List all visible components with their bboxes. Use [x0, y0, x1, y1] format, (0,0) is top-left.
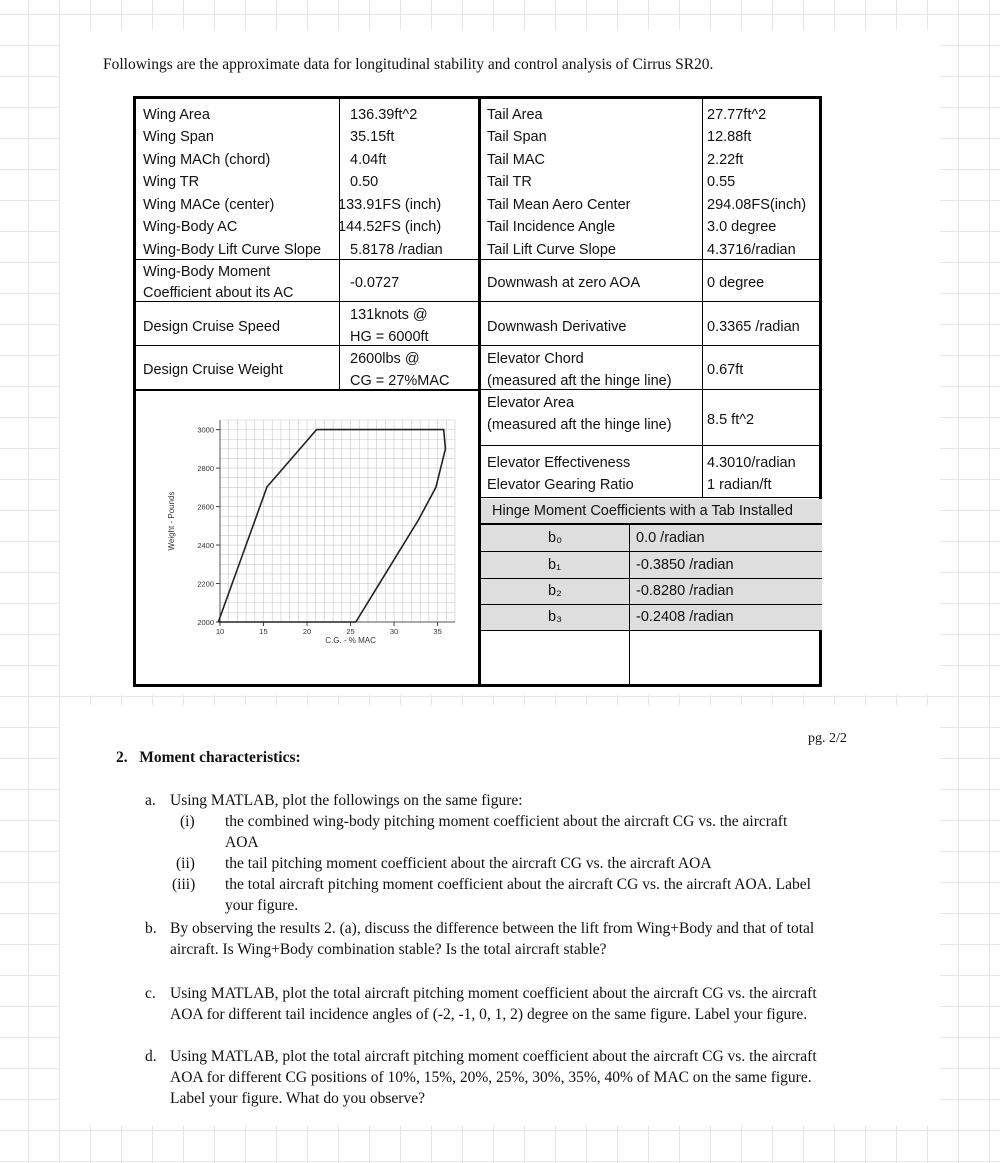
left-value-9b: CG = 27%MAC: [350, 373, 450, 389]
question-i-mark: (i): [180, 813, 195, 830]
left-label-3: Wing TR: [143, 174, 200, 190]
question-d-line1: Using MATLAB, plot the total aircraft pitching moment coefficient about the aircraft CG vs. the aircraft: [170, 1048, 817, 1065]
right-label-0: Tail Area: [487, 107, 543, 123]
question-c-line2: AOA for different tail incidence angles of (-2, -1, 0, 1, 2) degree on the same figure. Label your figure.: [170, 1006, 808, 1023]
left-label-9: Design Cruise Weight: [143, 362, 283, 378]
question-a-mark: a.: [145, 792, 156, 809]
right-label-9a: Elevator Chord: [487, 351, 584, 367]
question-c-line1: Using MATLAB, plot the total aircraft pitching moment coefficient about the aircraft CG vs. the aircraft: [170, 985, 817, 1002]
chart-x-label: C.G. - % MAC: [325, 636, 376, 645]
question-b-line2: aircraft. Is Wing+Body combination stable? Is the total aircraft stable?: [170, 941, 607, 958]
x-tick-label: 20: [302, 627, 312, 636]
right-label-2: Tail MAC: [487, 152, 546, 168]
left-value-2: 4.04ft: [350, 152, 387, 168]
hinge-value-0: 0.0 /radian: [636, 530, 705, 546]
question-d-line2: AOA for different CG positions of 10%, 15%, 20%, 25%, 30%, 35%, 40% of MAC on the same figure.: [170, 1069, 812, 1086]
left-label-1: Wing Span: [143, 129, 214, 145]
right-label-6: Tail Lift Curve Slope: [487, 242, 616, 258]
y-tick-label: 3000: [197, 425, 214, 435]
right-value-3: 0.55: [707, 174, 736, 190]
left-value-5: 144.52FS (inch): [338, 219, 442, 235]
question-a-text: Using MATLAB, plot the followings on the same figure:: [170, 792, 523, 809]
right-value-2: 2.22ft: [707, 152, 744, 168]
page-number: pg. 2/2: [808, 731, 847, 746]
chart-ticks: [197, 426, 441, 636]
intro-text: Followings are the approximate data for longitudinal stability and control analysis of Cirrus SR20.: [103, 56, 714, 73]
left-value-3: 0.50: [350, 174, 379, 190]
right-value-11: 4.3010/radian: [707, 455, 796, 471]
x-tick-label: 30: [389, 627, 399, 636]
section-number: 2.: [116, 749, 128, 766]
left-label-7a: Wing-Body Moment: [143, 264, 271, 280]
question-b-line1: By observing the results 2. (a), discuss the difference between the lift from Wing+Body and that of total: [170, 920, 815, 937]
question-i-line2: AOA: [225, 834, 259, 851]
hinge-title: Hinge Moment Coefficients with a Tab Installed: [492, 503, 793, 519]
y-tick-label: 2800: [197, 464, 214, 474]
right-label-1: Tail Span: [487, 129, 547, 145]
question-c-mark: c.: [145, 985, 156, 1002]
question-iii-line2: your figure.: [225, 897, 299, 914]
x-tick-label: 35: [433, 627, 442, 636]
hinge-name-0: b₀: [548, 530, 563, 546]
chart-y-label: Weight - Pounds: [167, 491, 176, 551]
right-label-10a: Elevator Area: [487, 395, 575, 411]
x-tick-label: 15: [259, 627, 268, 636]
right-value-6: 4.3716/radian: [707, 242, 796, 258]
left-value-8a: 131knots @: [350, 307, 428, 323]
y-tick-label: 2200: [197, 579, 214, 589]
left-value-1: 35.15ft: [350, 129, 395, 145]
right-value-8: 0.3365 /radian: [707, 319, 800, 335]
hinge-value-3: -0.2408 /radian: [636, 609, 734, 625]
right-value-9: 0.67ft: [707, 362, 744, 378]
right-label-11: Elevator Effectiveness: [487, 455, 631, 471]
right-value-10: 8.5 ft^2: [707, 412, 755, 428]
left-label-8: Design Cruise Speed: [143, 319, 281, 335]
question-i-line1: the combined wing-body pitching moment coefficient about the aircraft CG vs. the aircraft: [225, 813, 788, 830]
y-tick-label: 2000: [197, 618, 214, 627]
hinge-name-3: b₃: [548, 609, 562, 625]
left-label-6: Wing-Body Lift Curve Slope: [143, 242, 322, 258]
right-value-5: 3.0 degree: [707, 219, 777, 235]
right-label-3: Tail TR: [487, 174, 532, 190]
question-d-line3: Label your figure. What do you observe?: [170, 1090, 425, 1107]
section-heading: [116, 749, 301, 767]
question-d-mark: d.: [145, 1048, 157, 1065]
left-label-4: Wing MACe (center): [143, 197, 275, 213]
y-tick-label: 2600: [197, 502, 214, 512]
right-label-12: Elevator Gearing Ratio: [487, 477, 634, 493]
cg-envelope-chart: [160, 400, 470, 645]
question-ii-mark: (ii): [176, 855, 195, 872]
left-label-5: Wing-Body AC: [143, 219, 238, 235]
section-title: Moment characteristics:: [139, 749, 301, 766]
y-tick-label: 2400: [197, 541, 214, 551]
left-value-8b: HG = 6000ft: [350, 329, 429, 345]
right-label-8: Downwash Derivative: [487, 319, 627, 335]
right-value-4: 294.08FS(inch): [707, 197, 807, 213]
right-value-12: 1 radian/ft: [707, 477, 772, 493]
x-tick-label: 25: [346, 627, 355, 636]
left-label-2: Wing MACh (chord): [143, 152, 271, 168]
left-label-0: Wing Area: [143, 107, 210, 123]
question-iii-mark: (iii): [172, 876, 196, 893]
left-value-0: 136.39ft^2: [350, 107, 418, 123]
hinge-value-1: -0.3850 /radian: [636, 557, 734, 573]
hinge-value-2: -0.8280 /radian: [636, 583, 734, 599]
right-value-1: 12.88ft: [707, 129, 752, 145]
question-iii-line1: the total aircraft pitching moment coefficient about the aircraft CG vs. the aircraft AOA. Label: [225, 876, 811, 893]
right-label-9b: (measured aft the hinge line): [487, 373, 672, 389]
right-label-5: Tail Incidence Angle: [487, 219, 616, 235]
left-value-6: 5.8178 /radian: [350, 242, 443, 258]
hinge-name-2: b₂: [548, 583, 562, 599]
left-label-7b: Coefficient about its AC: [143, 285, 294, 301]
question-ii-text: the tail pitching moment coefficient about the aircraft CG vs. the aircraft AOA: [225, 855, 712, 872]
cg-envelope-svg: [160, 400, 470, 645]
x-tick-label: 10: [215, 627, 225, 636]
left-value-9a: 2600lbs @: [350, 351, 420, 367]
right-label-4: Tail Mean Aero Center: [487, 197, 631, 213]
left-value-7: -0.0727: [350, 275, 400, 291]
right-value-7: 0 degree: [707, 275, 765, 291]
right-label-10b: (measured aft the hinge line): [487, 417, 672, 433]
left-value-4: 133.91FS (inch): [338, 197, 442, 213]
right-label-7: Downwash at zero AOA: [487, 275, 641, 291]
hinge-name-1: b₁: [548, 557, 561, 573]
question-b-mark: b.: [145, 920, 157, 937]
right-value-0: 27.77ft^2: [707, 107, 767, 123]
